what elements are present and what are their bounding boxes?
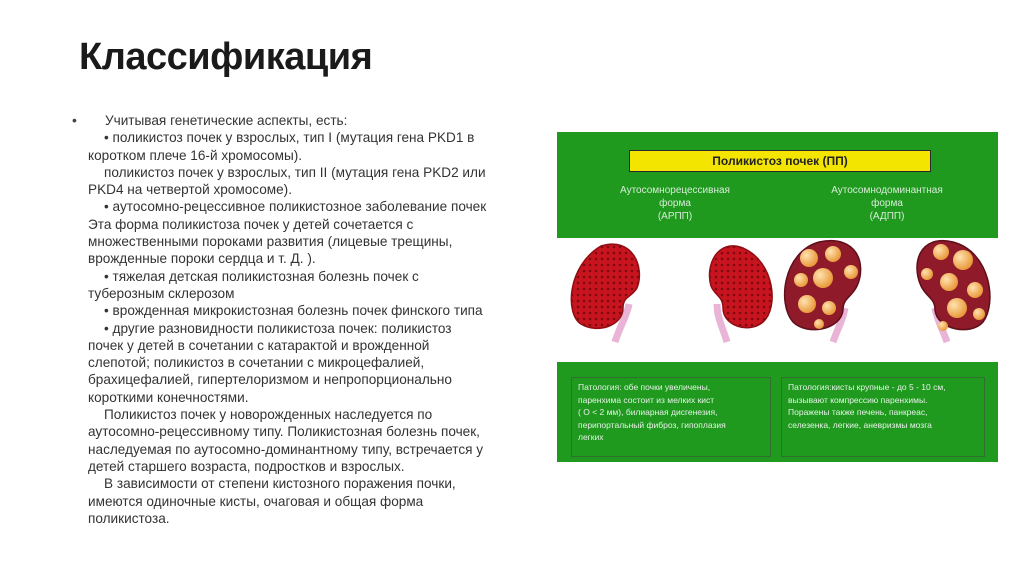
text-line: • поликистоз почек у взрослых, тип I (мутация гена PKD1 в <box>104 130 475 146</box>
kidneys-drawing <box>557 238 998 362</box>
text-line: почек у детей в сочетании с катарактой и врожденной <box>88 337 430 353</box>
adpp-desc-line: селезенка, легкие, аневризмы мозга <box>788 419 932 430</box>
right-form-name: Аутосомнодоминантная <box>831 185 943 196</box>
polycystic-kidney-figure <box>557 132 998 462</box>
text-line: поликистоза. <box>88 510 170 526</box>
text-line: множественными пороками развития (лицевые трещины, <box>88 234 453 250</box>
arpp-desc-line: легких <box>578 432 604 443</box>
arpp-desc-line: паренхима состоит из мелких кист <box>578 394 715 405</box>
text-line: врожденные пороки сердца и т. Д. ). <box>88 251 316 267</box>
adpp-desc-line: вызывают компрессию паренхимы. <box>788 394 928 405</box>
arpp-desc-line: перипортальный фиброз, гипоплазия <box>578 419 726 430</box>
text-line: Поликистоз почек у новорожденных наследуется по <box>104 407 433 423</box>
kidney-illustration <box>557 238 998 362</box>
arpp-desc-line: ( О < 2 мм), билиарная дисгенезия, <box>578 407 718 418</box>
text-line: короткими конечностями. <box>88 389 249 405</box>
classification-text <box>88 112 536 527</box>
right-form-heading <box>797 184 977 223</box>
adpp-description <box>781 377 985 457</box>
text-line: Эта форма поликистоза почек у детей сочетается с <box>88 216 414 232</box>
arpp-kidney-left <box>571 244 639 342</box>
text-line: коротком плече 16-й хромосомы). <box>88 147 303 163</box>
arpp-description <box>571 377 771 457</box>
text-line: имеются одиночные кисты, очаговая и общая форма <box>88 493 424 509</box>
adpp-desc-line: Поражены также печень, панкреас, <box>788 407 928 418</box>
arpp-kidney-right <box>709 246 772 342</box>
text-line: туберозным склерозом <box>88 285 235 301</box>
text-line: PKD4 на четвертой хромосоме). <box>88 182 292 198</box>
text-line: слепотой; поликистоз в сочетании с микроцефалией, <box>88 355 425 371</box>
text-line: Учитывая генетические аспекты, есть: <box>105 113 348 128</box>
bullet-marker: • <box>72 112 77 128</box>
arpp-desc-line: Патология: обе почки увеличены, <box>578 382 711 392</box>
text-line: • тяжелая детская поликистозная болезнь почек с <box>104 268 419 284</box>
right-form-abbr: (АДПП) <box>869 211 905 222</box>
text-line: наследуемая по аутосомно-доминантному типу, встречается у <box>88 441 484 457</box>
adpp-kidney-right <box>917 241 990 342</box>
text-line: • аутосомно-рецессивное поликистозное заболевание почек <box>104 199 487 215</box>
text-line: • другие разновидности поликистоза почек: поликистоз <box>104 320 452 336</box>
left-form-heading <box>585 184 765 223</box>
adpp-desc-line: Патология:кисты крупные - до 5 - 10 см, <box>788 382 946 392</box>
text-line: брахицефалией, гипертелоризмом и непропорционально <box>88 372 452 388</box>
text-line: детей старшего возраста, подростков и взрослых. <box>88 458 405 474</box>
text-line: поликистоз почек у взрослых, тип II (мутация гена PKD2 или <box>104 164 486 180</box>
left-form-abbr: (АРПП) <box>657 211 693 222</box>
figure-title: Поликистоз почек (ПП) <box>629 150 931 172</box>
text-line: В зависимости от степени кистозного поражения почки, <box>104 476 456 492</box>
text-line: • врожденная микрокистозная болезнь почек финского типа <box>104 303 483 319</box>
slide-title: Классификация <box>79 36 373 78</box>
right-form-word: форма <box>871 198 903 209</box>
adpp-kidney-left <box>785 241 861 342</box>
left-form-word: форма <box>659 198 691 209</box>
text-line: аутосомно-рецессивному типу. Поликистозная болезнь почек, <box>88 424 480 440</box>
left-form-name: Аутосомнорецессивная <box>620 185 730 196</box>
